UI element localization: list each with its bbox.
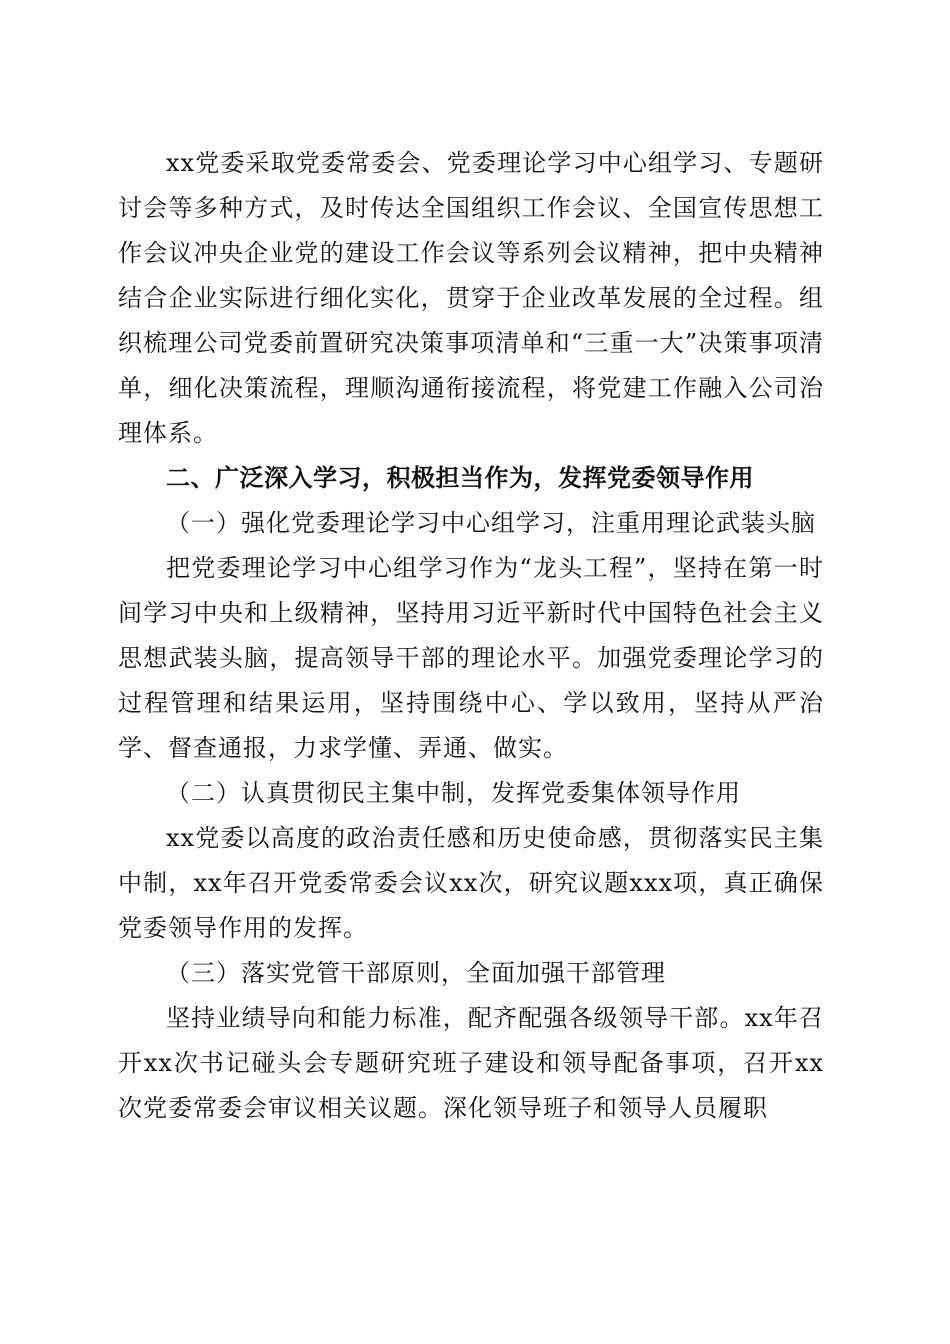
- subheading-two: （二）认真贯彻民主集中制，发挥党委集体领导作用: [166, 779, 741, 807]
- subheading-one: （一）强化党委理论学习中心组学习，注重用理论武装头脑: [166, 509, 816, 537]
- subheading-three: （三）落实党管干部原则，全面加强干部管理: [166, 959, 666, 987]
- paragraph-cadre-management: 坚持业绩导向和能力标准，配齐配强各级领导干部。xx年召开xx次书记碰头会专题研究班子建设和领导配备事项，召开xx次党委常委会审议相关议题。深化领导班子和领导人员履职: [118, 1004, 824, 1122]
- paragraph-party-committee-meetings: xx党委采取党委常委会、党委理论学习中心组学习、专题研讨会等多种方式，及时传达全国组织工作会议、全国宣传思想工作会议冲央企业党的建设工作会议等系列会议精神，把中央精神结合企业实际进行细化实化，贯穿于企业改革发展的全过程。组织梳理公司党委前置研究决策事项清单和“三重一大”决策事项清单，细化决策流程，理顺沟通衔接流程，将党建工作融入公司治理体系。: [118, 149, 824, 447]
- paragraph-democratic-centralism: xx党委以高度的政治责任感和历史使命感，贯彻落实民主集中制，xx年召开党委常委会议xx次，研究议题xxx项，真正确保党委领导作用的发挥。: [118, 824, 824, 942]
- section-heading-two: 二、广泛深入学习，积极担当作为，发挥党委领导作用: [166, 464, 754, 492]
- document-body: [118, 141, 824, 1131]
- paragraph-theory-study: 把党委理论学习中心组学习作为“龙头工程”，坚持在第一时间学习中央和上级精神，坚持用习近平新时代中国特色社会主义思想武装头脑，提高领导干部的理论水平。加强党委理论学习的过程管理和结果运用，坚持围绕中心、学以致用，坚持从严治学、督查通报，力求学懂、弄通、做实。: [118, 554, 824, 762]
